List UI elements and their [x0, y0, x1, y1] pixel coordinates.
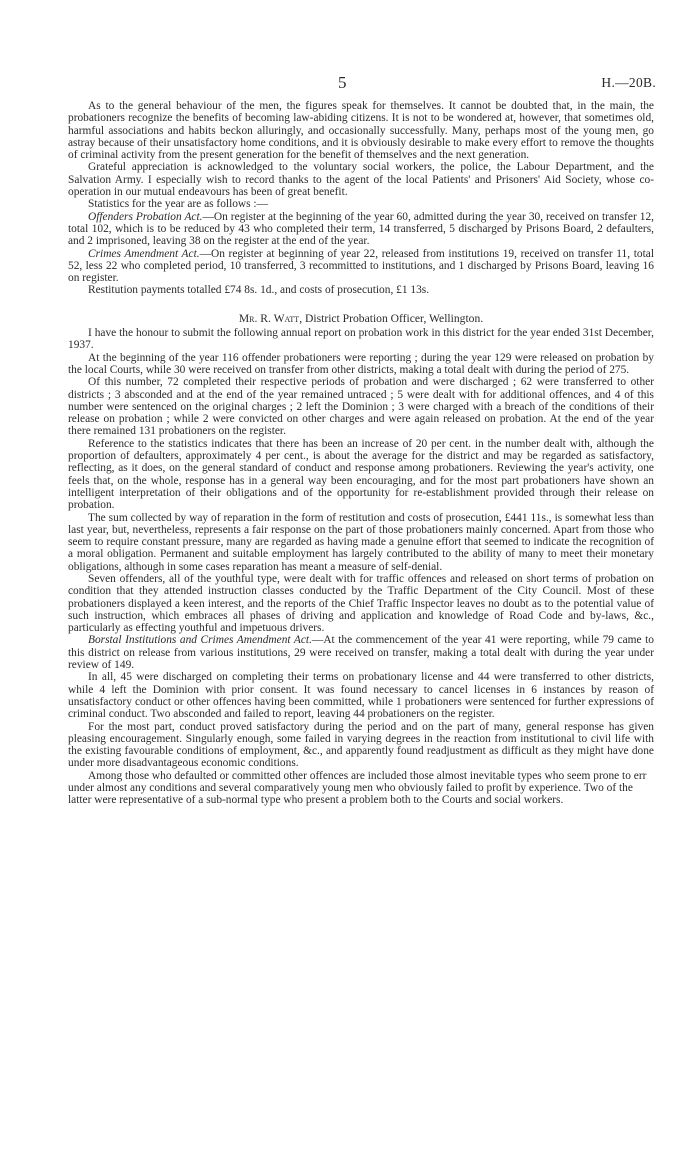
paragraph-in-all: In all, 45 were discharged on completing their terms on probationary license and 44 were transferred to other districts, while 4 left the Dominion with prior consent. It was found necessary to cancel licenses in 6 instances by reason of unsatisfactory conduct or other offences having been committed, while 1 probationers were sentenced for further expressions of criminal conduct. Two absconded and failed to report, leaving 44 probationers on the register.	[68, 671, 654, 721]
offenders-probation-act-label: Offenders Probation Act.	[88, 210, 203, 223]
paragraph-report-intro: I have the honour to submit the following annual report on probation work in this district for the year ended 31st December, 1937.	[68, 327, 654, 352]
officer-name: Mr. R. Watt	[238, 311, 300, 325]
paragraph-traffic-offenders: Seven offenders, all of the youthful type, were dealt with for traffic offences and released on short terms of probation on condition that they attended instruction classes conducted by the Traffic Department of the City Council. Most of these probationers displayed a keen interest, and the reports of the Chief Traffic Inspector leaves no doubt as to the potential value of such instruction, which embraces all phases of driving and application and knowledge of Road Code and by-laws, &c., particularly as effecting youthful and impetuous drivers.	[68, 572, 654, 635]
paragraph-conduct: For the most part, conduct proved satisfactory during the period and on the part of many, general response has given pleasing encouragement. Singularly enough, some failed in varying degrees in the reaction from institutional to civil life with the existing favourable conditions of employment, &c., and apparently found readjustment as difficult as they might have done under more disadvantageous economic conditions.	[68, 720, 654, 770]
paragraph-defaulters: Among those who defaulted or committed other offences are included those almost inevitable types who seem prone to err under almost any conditions and several comparatively young men who obviously failed to profit by experience. Two of the latter were representative of a sub-normal type who present a problem both to the Courts and social workers.	[68, 769, 647, 807]
paragraph-appreciation: Grateful appreciation is acknowledged to the voluntary social workers, the police, the Labour Department, and the Salvation Army. I especially wish to record thanks to the agent of the local Patients' and Prisoners' Aid Society, whose co-operation in our mutual endeavours has been of great benefit.	[68, 161, 654, 199]
paragraph-crimes-amendment-act	[68, 248, 654, 285]
page-header	[0, 73, 700, 95]
crimes-amendment-act-text: —On register at beginning of year 22, released from institutions 19, received on transfer 11, total 52, less 22 who completed period, 10 transferred, 3 recommitted to institutions, and 1 discharged by Prisons Board, leaving 16 on register.	[68, 247, 654, 285]
paragraph-beginning-of-year: At the beginning of the year 116 offender probationers were reporting ; during the year 129 were released on probation by the local Courts, while 30 were received on transfer from other districts, making a total dealt with during the period of 275.	[68, 351, 654, 376]
paragraph-restitution: Restitution payments totalled £74 8s. 1d., and costs of prosecution, £1 13s.	[88, 284, 430, 297]
borstal-institutions-label: Borstal Institutions and Crimes Amendment Act.	[88, 634, 312, 647]
paragraph-reparation: The sum collected by way of reparation in the form of restitution and costs of prosecution, £441 11s., is somewhat less than last year, but, nevertheless, represents a fair response on the part of those probationers mainly concerned. Apart from those who seem to require constant pressure, many are regarded as having made a genuine effort that seemed to indicate the recognition of a moral obligation. Permanent and suitable employment has largely contributed to the ability of many to meet their monetary obligations, although in some cases reparation has meant a measure of self-denial.	[68, 511, 654, 573]
borstal-institutions-text: —At the commencement of the year 41 were reporting, while 79 came to this district on release from various institutions, 29 were received on transfer, making a total dealt with during the year under review of 149.	[68, 634, 654, 672]
page-number: 5	[338, 73, 347, 92]
paragraph-borstal-institutions	[68, 634, 654, 671]
document-reference: H.—20B.	[601, 75, 656, 90]
paragraph-of-this-number: Of this number, 72 completed their respective periods of probation and were discharged ; 62 were transferred to other districts ; 3 absconded and at the end of the year remained untraced ; 5 were dealt with for additional offences, and 4 of this number were sentenced on the original charges ; 2 left the Dominion ; 3 were charged with a breach of the conditions of their release on probation ; while 2 were convicted on other charges and were again released on probation. At the end of the year there remained 131 probationers on the register.	[68, 376, 654, 438]
section-heading-wellington	[68, 313, 654, 325]
officer-title: , District Probation Officer, Wellington.	[299, 311, 484, 325]
paragraph-statistics-intro: Statistics for the year are as follows :—	[88, 198, 268, 211]
paragraph-offenders-probation-act	[68, 211, 654, 248]
offenders-probation-act-text: —On register at the beginning of the year 60, admitted during the year 30, received on transfer 12, total 102, which is to be reduced by 43 who completed their term, 14 transferred, 5 discharged by Prisons Board, 2 defaulters, and 2 imprisoned, leaving 38 on the register at the end of the year.	[68, 210, 654, 248]
crimes-amendment-act-label: Crimes Amendment Act.	[88, 247, 200, 260]
paragraph-reference-to-statistics: Reference to the statistics indicates that there has been an increase of 20 per cent. in the number dealt with, although the proportion of defaulters, approximately 4 per cent., is about the average for the district and may be regarded as satisfactory, reflecting, as it does, on the general standard of conduct and response among probationers. Reviewing the year's activity, one feels that, on the whole, response has in a general way been encouraging, and for the most part probationers have shown an intelligent interpretation of their obligations and of the opportunity for re-establishment provided through their release on probation.	[68, 437, 654, 512]
document-body	[68, 100, 654, 807]
paragraph-general-behaviour: As to the general behaviour of the men, the figures speak for themselves. It cannot be doubted that, in the main, the probationers recognize the benefits of becoming law-abiding citizens. It is not to be wondered at, however, that sometimes old, harmful associations and habits beckon alluringly, and occasionally successfully. Many, perhaps most of the young men, go astray because of their unsatisfactory home conditions, and it is obviously desirable to make every effort to remove the thoughts of criminal activity from the present generation for the benefit of themselves and the next generation.	[68, 100, 654, 162]
